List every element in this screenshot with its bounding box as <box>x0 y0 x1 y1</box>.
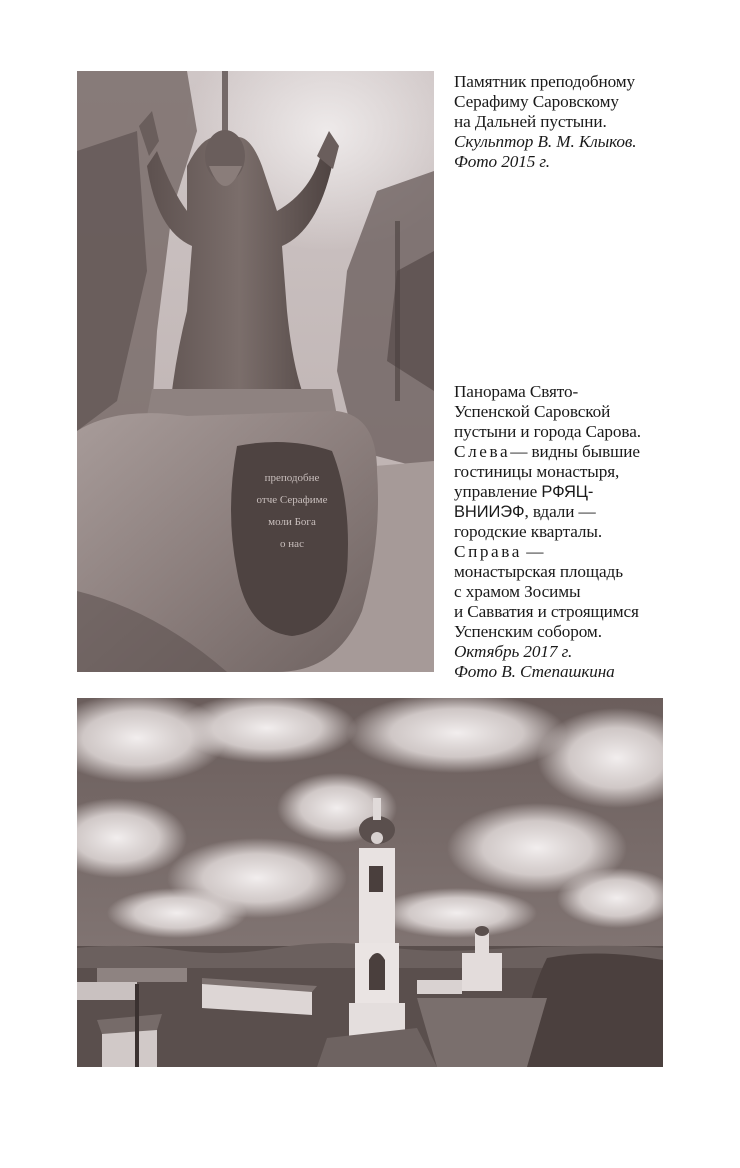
caption-line: ВНИИЭФ, вдали — <box>454 502 596 521</box>
photo-credit: Фото В. Степашкина <box>454 662 615 681</box>
right-label: Справа <box>454 542 523 561</box>
caption-line: Серафиму Саровскому <box>454 92 619 111</box>
caption-line: Панорама Свято- <box>454 382 579 401</box>
panorama-photo <box>77 698 663 1067</box>
caption-line: Справа — <box>454 542 544 561</box>
caption-line: пустыни и города Сарова. <box>454 422 641 441</box>
inscription-line: преподобне <box>264 472 320 484</box>
caption-line: гостиницы монастыря, <box>454 462 620 481</box>
monument-caption <box>454 72 636 172</box>
caption-line: и Савватия и строящимся <box>454 602 639 621</box>
abbr-rfyac: РФЯЦ- <box>541 483 594 501</box>
monument-image <box>77 71 434 672</box>
left-label: Слева <box>454 442 511 461</box>
abbr-vniief: ВНИИЭФ <box>454 503 525 521</box>
inscription-line: отче Серафиме <box>256 494 328 506</box>
panorama-image <box>77 698 663 1067</box>
panorama-caption <box>454 382 641 682</box>
caption-line: городские кварталы. <box>454 522 603 541</box>
photo-credit: Фото 2015 г. <box>454 152 550 171</box>
caption-line: на Дальней пустыни. <box>454 112 607 131</box>
date-credit: Октябрь 2017 г. <box>454 642 573 661</box>
monument-photo <box>77 71 434 672</box>
caption-line: монастырская площадь <box>454 562 623 581</box>
caption-line: Памятник преподобному <box>454 72 636 91</box>
caption-line: Успенской Саровской <box>454 402 611 421</box>
sculptor-credit: Скульптор В. М. Клыков. <box>454 132 637 151</box>
inscription-line: о нас <box>280 538 304 550</box>
inscription-line: моли Бога <box>268 516 316 528</box>
caption-line: Успенским собором. <box>454 622 602 641</box>
caption-line: с храмом Зосимы <box>454 582 581 601</box>
caption-line: управление РФЯЦ- <box>454 482 594 501</box>
caption-line: Слева— видны бывшие <box>454 442 640 461</box>
